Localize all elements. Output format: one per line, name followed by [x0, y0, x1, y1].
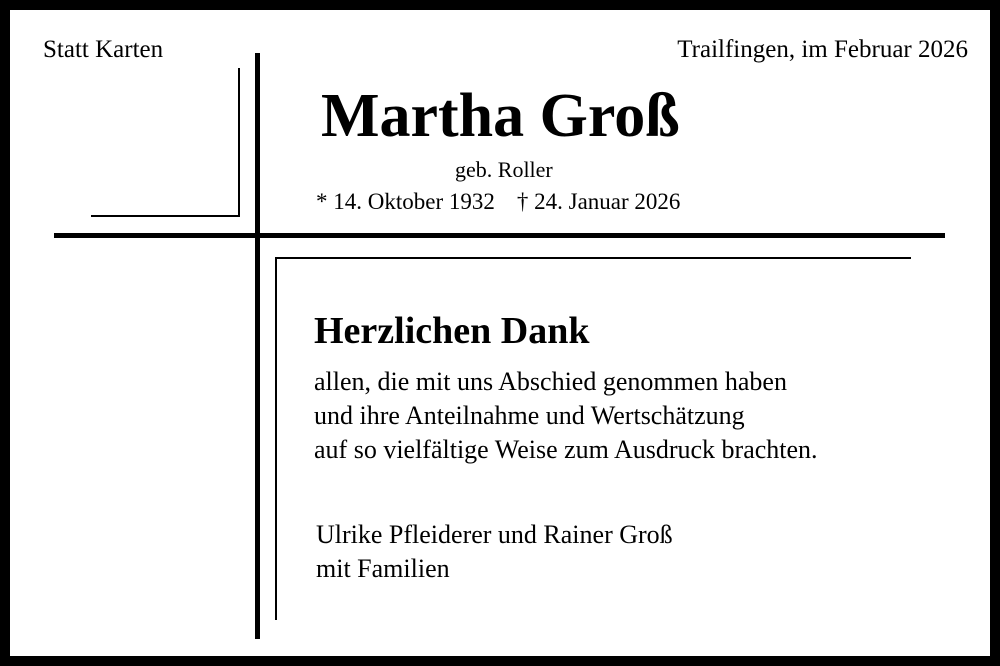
birth-date: * 14. Oktober 1932	[316, 189, 495, 214]
corner-line-vertical-bottom-right	[275, 257, 277, 620]
cross-horizontal-bar	[54, 233, 945, 238]
thanks-line: auf so vielfältige Weise zum Ausdruck brachten.	[314, 435, 818, 464]
thanks-line: allen, die mit uns Abschied genommen haben	[314, 367, 787, 396]
signature-line: Ulrike Pfleiderer und Rainer Groß	[316, 520, 673, 549]
signature-line: mit Familien	[316, 554, 450, 583]
corner-line-horizontal-bottom-right	[275, 257, 911, 259]
statt-karten-note: Statt Karten	[43, 36, 164, 63]
deceased-name: Martha Groß	[321, 82, 680, 150]
birth-name: geb. Roller	[455, 157, 553, 182]
cross-vertical-bar	[255, 53, 260, 639]
death-date: † 24. Januar 2026	[516, 189, 681, 214]
obituary-card	[10, 10, 990, 656]
thanks-heading: Herzlichen Dank	[314, 310, 590, 352]
thanks-line: und ihre Anteilnahme und Wertschätzung	[314, 401, 745, 430]
place-and-date: Trailfingen, im Februar 2026	[677, 36, 968, 63]
corner-line-vertical-top-left	[238, 68, 240, 217]
life-dates	[316, 190, 680, 213]
corner-line-horizontal-top-left	[91, 215, 240, 217]
